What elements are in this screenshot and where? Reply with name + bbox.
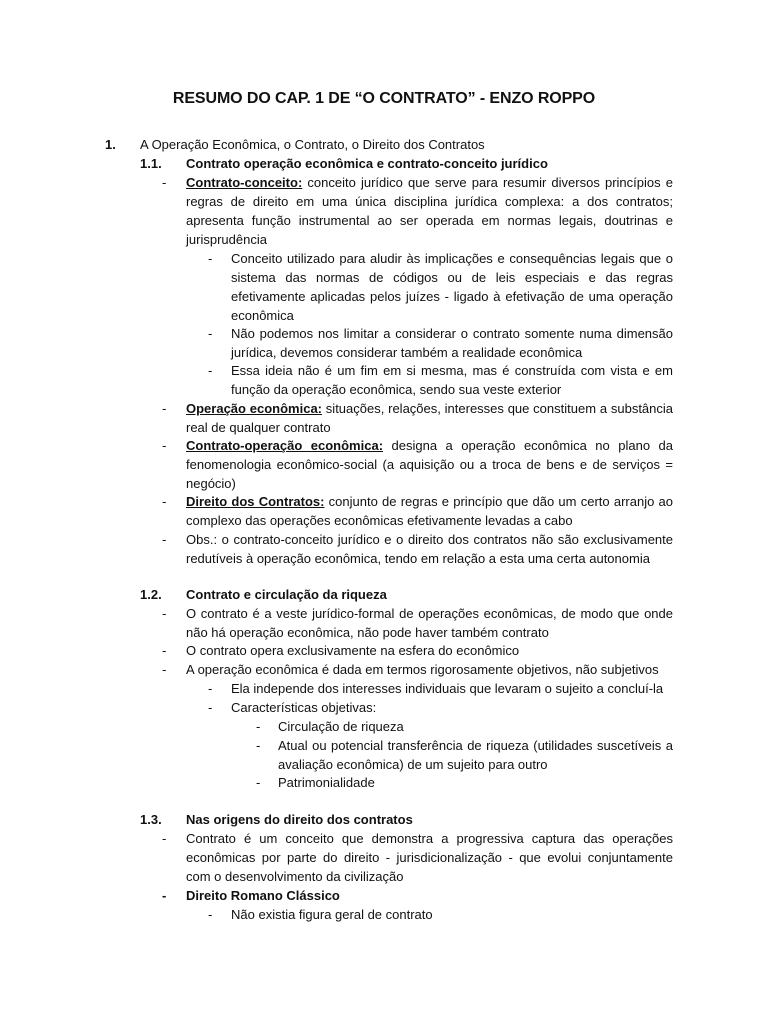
- subsection-heading: Contrato operação econômica e contrato-conceito jurídico: [186, 156, 548, 171]
- term-label: Contrato-conceito:: [186, 175, 303, 190]
- subsection-number: 1.1.: [140, 156, 162, 171]
- bullet-dash: -: [208, 326, 213, 341]
- list-item: Contrato é um conceito que demonstra a progressiva captura das operações econômicas por parte do direito - jurisdicionalização - que evolui conjuntamente com o desenvolvimento da civilização: [186, 831, 673, 884]
- term-label: Contrato-operação econômica:: [186, 438, 384, 453]
- list-item: Características objetivas:: [231, 700, 377, 715]
- list-item: [186, 492, 673, 530]
- list-item: Direito Romano Clássico: [186, 888, 340, 903]
- term-definition: conjunto de regras e princípio que dão um certo arranjo ao complexo das operações econômicas efetivamente levadas a cabo: [186, 494, 673, 528]
- section-heading: A Operação Econômica, o Contrato, o Direito dos Contratos: [140, 137, 485, 152]
- bullet-dash: -: [208, 363, 213, 378]
- list-item: Atual ou potencial transferência de riqueza (utilidades suscetíveis a avaliação econômica) de um sujeito para outro: [278, 738, 673, 772]
- list-item: Ela independe dos interesses individuais que levaram o sujeito a concluí-la: [231, 681, 664, 696]
- list-item: Obs.: o contrato-conceito jurídico e o direito dos contratos não são exclusivamente redutíveis à operação econômica, tendo em relação a esta uma certa autonomia: [186, 532, 673, 566]
- list-item: [186, 173, 673, 249]
- bullet-dash: -: [256, 775, 261, 790]
- list-item: Essa ideia não é um fim em si mesma, mas é construída com vista e em função da operação econômica, sendo sua veste exterior: [231, 363, 673, 397]
- bullet-dash: -: [256, 719, 261, 734]
- list-item: Não existia figura geral de contrato: [231, 907, 433, 922]
- bullet-dash: -: [162, 175, 167, 190]
- section-number: 1.: [105, 137, 116, 152]
- bullet-dash: -: [208, 251, 213, 266]
- bullet-dash: -: [162, 662, 167, 677]
- document-title: RESUMO DO CAP. 1 DE “O CONTRATO” - ENZO ROPPO: [172, 90, 596, 107]
- list-item: Circulação de riqueza: [278, 719, 404, 734]
- list-item: Não podemos nos limitar a considerar o contrato somente numa dimensão jurídica, devemos considerar também a realidade econômica: [231, 326, 673, 360]
- bullet-dash: -: [162, 643, 167, 658]
- bullet-dash: -: [162, 831, 167, 846]
- list-item: O contrato é a veste jurídico-formal de operações econômicas, de modo que onde não há operação econômica, não pode haver também contrato: [186, 606, 673, 640]
- subsection-number: 1.3.: [140, 812, 162, 827]
- list-item: [186, 399, 673, 437]
- list-item: [186, 436, 673, 493]
- bullet-dash: -: [162, 888, 167, 903]
- bullet-dash: -: [208, 681, 213, 696]
- subsection-number: 1.2.: [140, 587, 162, 602]
- term-label: Operação econômica:: [186, 401, 323, 416]
- bullet-dash: -: [208, 700, 213, 715]
- list-item: A operação econômica é dada em termos rigorosamente objetivos, não subjetivos: [186, 662, 659, 677]
- bullet-dash: -: [162, 494, 167, 509]
- bullet-dash: -: [162, 532, 167, 547]
- list-item: Conceito utilizado para aludir às implicações e consequências legais que o sistema das normas de códigos ou de leis especiais e das regras efetivamente aplicadas pelos juízes - ligado à efetivação de uma operação econômica: [231, 251, 673, 323]
- list-item: Patrimonialidade: [278, 775, 375, 790]
- subsection-heading: Contrato e circulação da riqueza: [186, 587, 387, 602]
- bullet-dash: -: [208, 907, 213, 922]
- term-label: Direito dos Contratos:: [186, 494, 325, 509]
- bullet-dash: -: [256, 738, 261, 753]
- bullet-dash: -: [162, 606, 167, 621]
- subsection-heading: Nas origens do direito dos contratos: [186, 812, 413, 827]
- list-item: O contrato opera exclusivamente na esfera do econômico: [186, 643, 520, 658]
- term-definition: designa a operação econômica no plano da fenomenologia econômico-social (a aquisição ou a troca de bens e de serviços = negócio): [186, 438, 673, 491]
- bullet-dash: -: [162, 401, 167, 416]
- term-definition: situações, relações, interesses que constituem a substância real de qualquer contrato: [186, 401, 674, 435]
- bullet-dash: -: [162, 438, 167, 453]
- term-definition: conceito jurídico que serve para resumir diversos princípios e regras de direito em uma única disciplina jurídica complexa: a dos contratos; apresenta função instrumental ao ser operada em normas legais, doutrinas e jurisprudência: [186, 175, 673, 247]
